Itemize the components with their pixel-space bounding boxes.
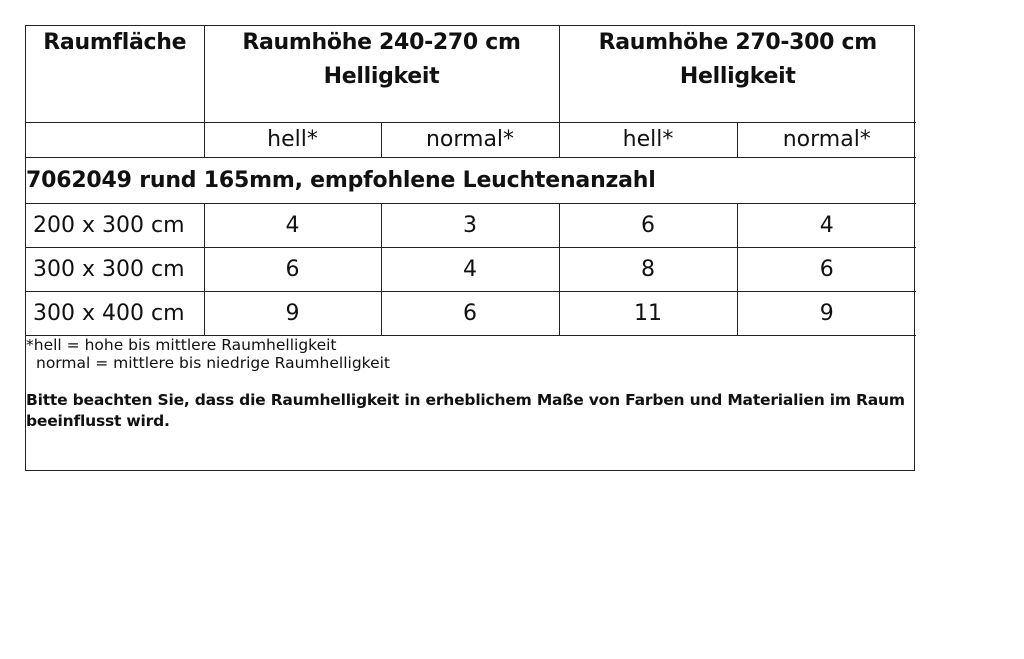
subheader-blank	[26, 122, 204, 157]
row-value: 6	[737, 247, 916, 291]
header-area-label: Raumfläche	[43, 30, 187, 55]
luminaire-count-table	[26, 26, 916, 432]
table-row	[26, 291, 916, 335]
row-value: 9	[737, 291, 916, 335]
row-value: 9	[204, 291, 381, 335]
model-title: 7062049 rund 165mm, empfohlene Leuchtenanzahl	[26, 157, 916, 203]
subheader-g1-normal: normal*	[381, 122, 559, 157]
note-normal-definition: normal = mittlere bis niedrige Raumhelligkeit	[36, 353, 390, 372]
subheader-g2-normal: normal*	[737, 122, 916, 157]
header-group-240-270	[204, 26, 559, 122]
row-value: 6	[559, 203, 737, 247]
table-row	[26, 247, 916, 291]
luminaire-table-sheet	[25, 25, 915, 471]
header-area	[26, 26, 204, 122]
row-value: 3	[381, 203, 559, 247]
table-row	[26, 203, 916, 247]
note-warning: Bitte beachten Sie, dass die Raumhelligkeit in erheblichem Maße von Farben und Materialien im Raum beeinflusst wird.	[26, 390, 905, 430]
header-group1-brightness: Helligkeit	[323, 64, 440, 89]
header-group2-height: Raumhöhe 270-300 cm	[598, 30, 877, 55]
row-value: 4	[737, 203, 916, 247]
notes-cell	[26, 335, 916, 432]
row-value: 6	[204, 247, 381, 291]
row-area: 300 x 300 cm	[26, 247, 204, 291]
note-bright-definition: *hell = hohe bis mittlere Raumhelligkeit	[26, 335, 337, 354]
row-value: 4	[381, 247, 559, 291]
row-area: 300 x 400 cm	[26, 291, 204, 335]
row-area: 200 x 300 cm	[26, 203, 204, 247]
row-value: 8	[559, 247, 737, 291]
header-group2-brightness: Helligkeit	[679, 64, 796, 89]
row-value: 4	[204, 203, 381, 247]
subheader-g2-bright: hell*	[559, 122, 737, 157]
model-title-row	[26, 157, 916, 203]
notes-row	[26, 335, 916, 432]
row-value: 6	[381, 291, 559, 335]
header-row	[26, 26, 916, 122]
subheader-g1-bright: hell*	[204, 122, 381, 157]
subheader-row	[26, 122, 916, 157]
header-group-270-300	[559, 26, 916, 122]
row-value: 11	[559, 291, 737, 335]
header-group1-height: Raumhöhe 240-270 cm	[242, 30, 521, 55]
